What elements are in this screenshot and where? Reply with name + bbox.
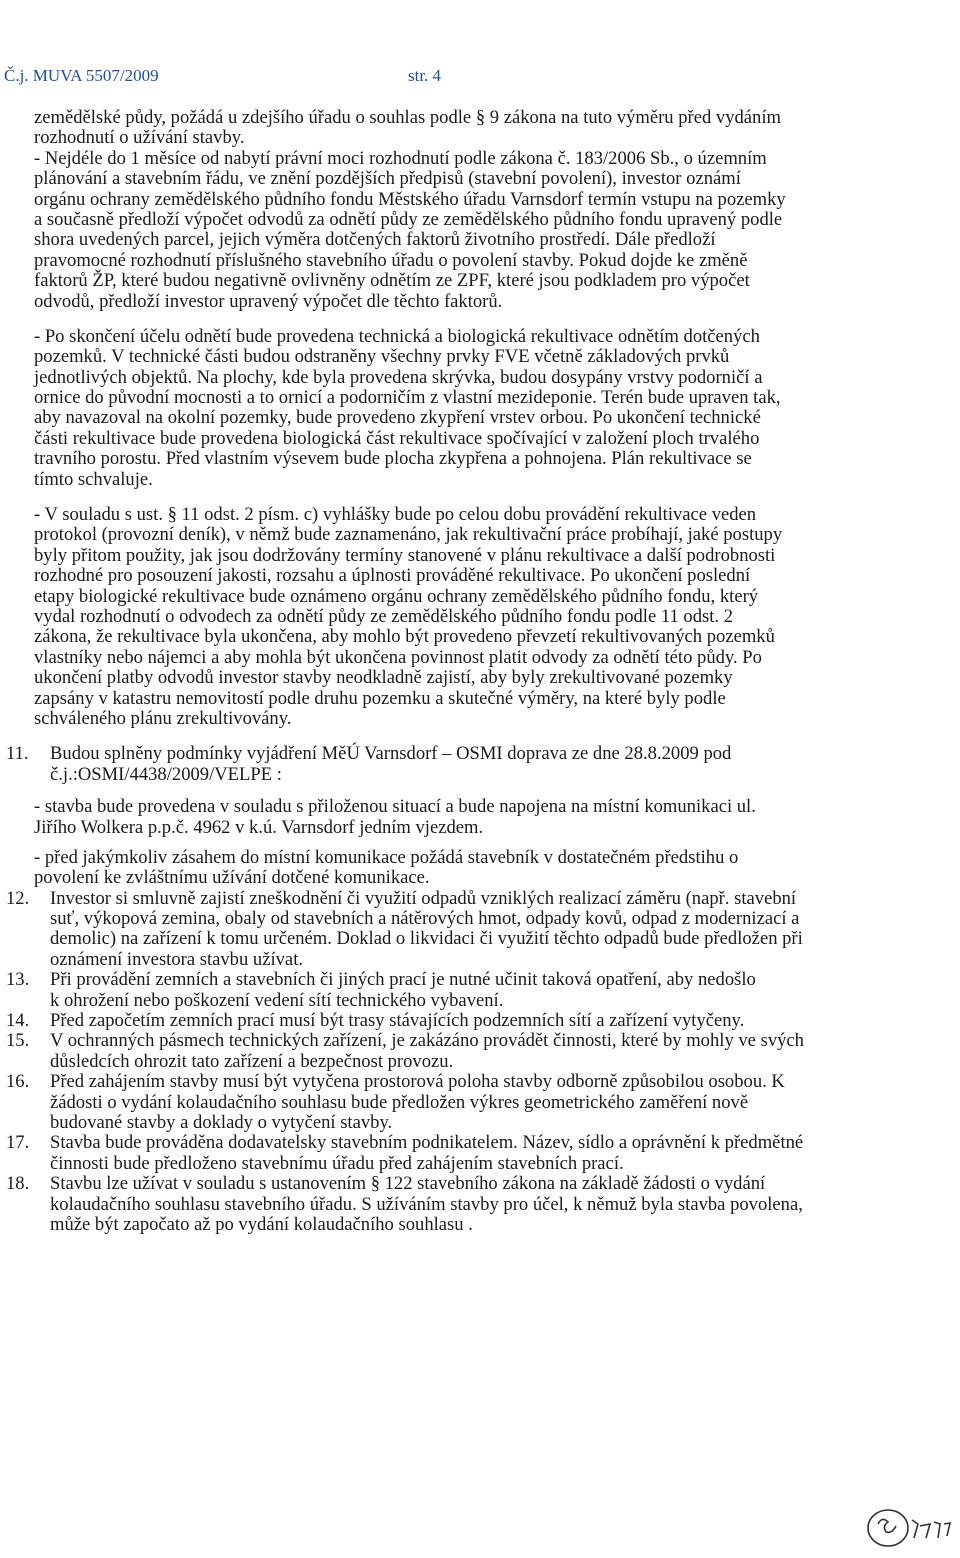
text-line: ornice do původní mocnosti a to ornicí a podorničím z vlastní mezideponie. Terén bude upraven tak, [34,387,781,409]
text-line: Při provádění zemních a stavebních či jiných prací je nutné učinit taková opatření, aby nedošlo [50,969,756,991]
text-line: Jiřího Wolkera p.p.č. 4962 v k.ú. Varnsdorf jedním vjezdem. [34,816,484,838]
text-line: Budou splněny podmínky vyjádření MěÚ Varnsdorf – OSMI doprava ze dne 28.8.2009 pod [50,743,732,765]
item-15 [6,1030,934,1072]
text-line: suť, výkopová zemina, obaly od stavebních a nátěrových hmot, odpady kovů, odpad z modernizací a [50,908,800,930]
text-line: orgánu ochrany zemědělského půdního fondu Městského úřadu Varnsdorf termín vstupu na pozemky [34,188,786,210]
text-line: etapy biologické rekultivace bude oznámeno orgánu ochrany zemědělského půdního fondu, který [34,585,759,607]
paragraph-soil-consent [34,108,934,149]
paragraph-protocol [34,505,934,729]
text-line: zákona, že rekultivace byla ukončena, aby mohlo být provedeno převzetí rekultivovaných pozemků [34,626,775,648]
text-line: k ohrožení nebo poškození vedení sítí technického vybavení. [50,989,504,1011]
text-line: oznámení investora stavbu užívat. [50,948,304,970]
text-line: schváleného plánu zrekultivovány. [34,707,292,729]
text-line: Před zahájením stavby musí být vytyčena prostorová poloha stavby odborně způsobilou osobou. K [50,1071,785,1093]
text-line: rozhodnutí o užívání stavby. [34,127,245,149]
text-line: povolení ke zvláštnímu užívání dotčené komunikace. [34,867,430,889]
item-14 [6,1010,934,1032]
text-line: - stavba bude provedena v souladu s přiloženou situací a bude napojena na místní komunikaci ul. [34,796,756,818]
page-number: str. 4 [408,66,442,85]
text-line: rozhodné pro posouzení jakosti, rozsahu a úplnosti prováděné rekultivace. Po ukončení poslední [34,565,751,587]
text-line: vydal rozhodnutí o odvodech za odnětí půdy ze zemědělského půdního fondu podle 11 odst. 2 [34,605,733,627]
text-line: - Nejdéle do 1 měsíce od nabytí právní moci rozhodnutí podle zákona č. 183/2006 Sb., o územním [34,147,767,169]
item-number: 16. [6,1071,30,1093]
text-line: budované stavby a doklady o vytyčení stavby. [50,1111,393,1133]
text-line: V ochranných pásmech technických zařízení, je zakázáno provádět činnosti, které by mohly ve svých [50,1030,804,1052]
text-line: byly přitom použity, jak jsou dodržovány termíny stanovené v plánu rekultivace a další podrobnosti [34,544,776,566]
body-text [6,107,934,1235]
page-header [4,66,442,86]
text-line: důsledcích ohrozit tato zařízení a bezpečnost provozu. [50,1050,454,1072]
text-line: - V souladu s ust. § 11 odst. 2 písm. c) vyhlášky bude po celou dobu provádění rekultivace veden [34,504,757,526]
text-line: a současně předloží výpočet odvodů za odnětí půdy ze zemědělského půdního fondu upravený podle [34,208,783,230]
item-number: 15. [6,1030,30,1052]
item-number: 12. [6,887,30,909]
text-line: Stavba bude prováděna dodavatelsky stavebním podnikatelem. Název, sídlo a oprávnění k předmětné [50,1132,804,1154]
item-number: 17. [6,1132,30,1154]
text-line: činnosti bude předloženo stavebnímu úřadu před zahájením stavebních prací. [50,1152,624,1174]
item-18 [6,1173,934,1235]
text-line: žádosti o vydání kolaudačního souhlasu bude předložen výkres geometrického zaměření nově [50,1091,749,1113]
text-line: - Po skončení účelu odnětí bude provedena technická a biologická rekultivace odnětím dotčených [34,325,760,347]
item-12 [6,887,934,971]
text-line: tímto schvaluje. [34,468,153,490]
text-line: zapsány v katastru nemovitostí podle druhu pozemku a skutečné výměry, na které byly podle [34,687,726,709]
text-line: může být započato až po vydání kolaudačního souhlasu . [50,1213,473,1235]
item-11-traffic-access [34,797,934,838]
text-line: shora uvedených parcel, jejich výměra dotčených faktorů životního prostředí. Dále předloží [34,229,716,251]
item-11-road-works [34,848,934,889]
paragraph-investor-notice [34,149,934,312]
text-line: Před započetím zemních prací musí být trasy stávajících podzemních sítí a zařízení vytyčeny. [50,1010,745,1032]
item-number: 14. [6,1010,30,1032]
text-line: Investor si smluvně zajistí zneškodnění či využití odpadů vzniklých realizací záměru (např. stavební [50,887,797,909]
text-line: zemědělské půdy, požádá u zdejšího úřadu o souhlas podle § 9 zákona na tuto výměru před vydáním [34,107,781,128]
text-line: protokol (provozní deník), v němž bude zaznamenáno, jak rekultivační práce probíhají, jaké postupy [34,524,783,546]
text-line: odvodů, předloží investor upravený výpočet dle těchto faktorů. [34,290,503,312]
text-line: pozemků. V technické části budou odstraněny všechny prvky FVE včetně základových prvků [34,346,730,368]
text-line: jednotlivých objektů. Na plochy, kde byla provedena skrývka, budou dosypány vrstvy podorničí a [34,366,763,388]
item-13 [6,969,934,1011]
text-line: - před jakýmkoliv zásahem do místní komunikace požádá stavebník v dostatečném předstihu o [34,846,739,868]
text-line: pravomocné rozhodnutí příslušného stavebního úřadu o povolení stavby. Pokud dojde ke změně [34,249,748,271]
handwritten-page-mark [864,1502,954,1552]
item-17 [6,1132,934,1174]
item-number: 11. [6,743,29,765]
text-line: plánování a stavebním řádu, ve znění pozdějších předpisů (stavební povolení), investor oznámí [34,168,741,190]
paragraph-recultivation [34,327,934,490]
text-line: travního porostu. Před vlastním výsevem bude plocha zkypřena a pohnojena. Plán rekultivace se [34,448,752,470]
text-line: demolic) na zařízení k tomu určeném. Doklad o likvidaci či využití těchto odpadů bude předložen při [50,928,803,950]
item-number: 18. [6,1173,30,1195]
text-line: Stavbu lze užívat v souladu s ustanovením § 122 stavebního zákona na základě žádosti o vydání [50,1173,766,1195]
item-11 [6,743,934,785]
text-line: č.j.:OSMI/4438/2009/VELPE : [50,763,282,785]
text-line: kolaudačního souhlasu stavebního úřadu. S užíváním stavby pro účel, k němuž byla stavba povolena, [50,1193,803,1215]
text-line: vlastníky nebo nájemci a aby mohla být ukončena povinnost platit odvody za odnětí této půdy. Po [34,646,762,668]
reference-number: Č.j. MUVA 5507/2009 [4,66,159,85]
text-line: faktorů ŽP, které budou negativně ovlivněny odnětím ze ZPF, které jsou podkladem pro výpočet [34,270,750,292]
text-line: části rekultivace bude provedena biologická část rekultivace spočívající v založení ploch trvalého [34,427,760,449]
item-16 [6,1071,934,1133]
text-line: aby navazoval na okolní pozemky, bude provedeno zkypření vrstev orbou. Po ukončení technické [34,407,761,429]
text-line: ukončení platby odvodů investor stavby neodkladně zajistí, aby byly zrekultivované pozemky [34,667,733,689]
item-number: 13. [6,969,30,991]
